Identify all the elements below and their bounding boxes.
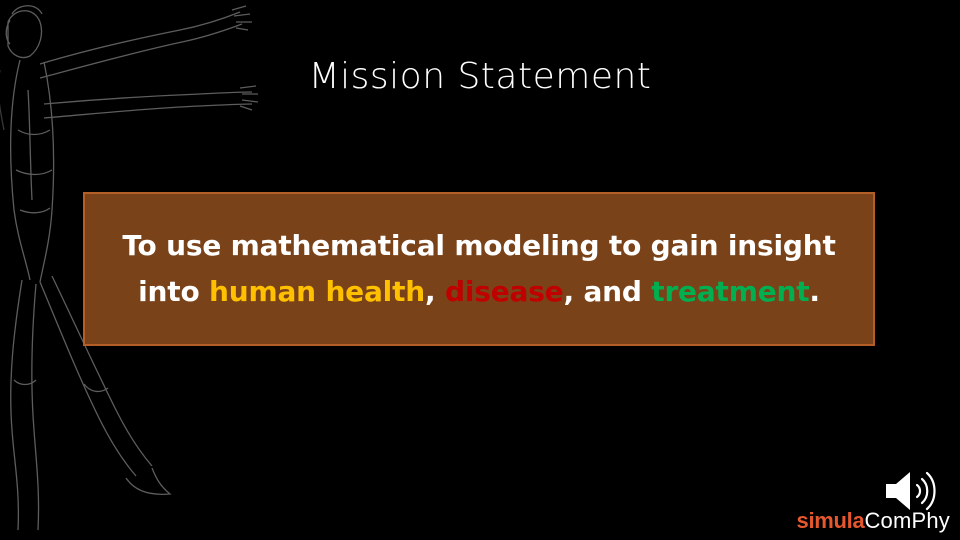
mission-line-1: To use mathematical modeling to gain insight xyxy=(122,229,836,262)
mission-statement-text xyxy=(89,223,869,315)
period: . xyxy=(809,275,820,308)
slide-title: Mission Statement xyxy=(308,56,652,97)
logo-comphy: ComPhy xyxy=(864,508,950,533)
highlight-disease: disease xyxy=(445,275,564,308)
mission-statement-box xyxy=(83,192,875,346)
separator-comma-1: , xyxy=(425,275,445,308)
mission-line-2 xyxy=(89,269,869,315)
separator-and: , and xyxy=(563,275,652,308)
simula-comphy-logo xyxy=(797,508,950,534)
highlight-treatment: treatment xyxy=(651,275,810,308)
mission-line-2-prefix: into xyxy=(138,275,210,308)
highlight-human-health: human health xyxy=(209,275,425,308)
logo-simula: simula xyxy=(796,508,865,533)
